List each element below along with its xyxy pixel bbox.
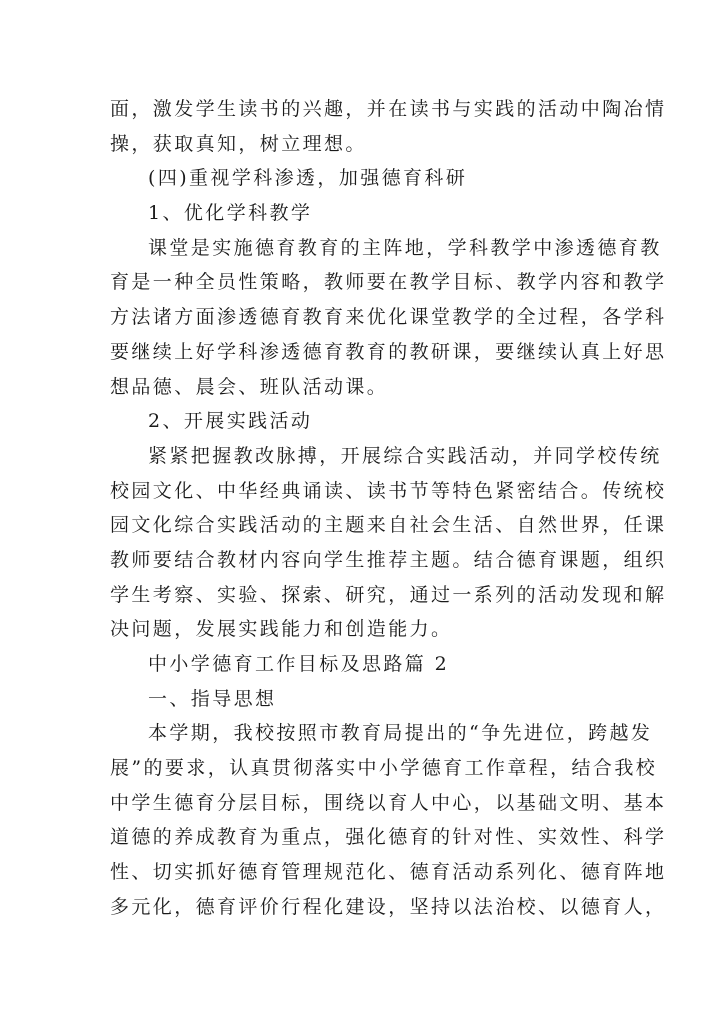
text-line: 紧紧把握教改脉搏，开展综合实践活动，并同学校传统 xyxy=(148,444,662,467)
text-line: 本学期，我校按照市教育局提出的“争先进位，跨越发 xyxy=(148,722,653,745)
text-line: 道德的养成教育为重点，强化德育的针对性、实效性、科学 xyxy=(110,826,667,849)
text-line: 展”的要求，认真贯彻落实中小学德育工作章程，结合我校 xyxy=(110,757,658,780)
text-line: 性、切实抓好德育管理规范化、德育活动系列化、德育阵地 xyxy=(110,861,667,884)
text-line: 园文化综合实践活动的主题来自社会生活、自然世界，任课 xyxy=(110,514,667,537)
text-line: 操，获取真知，树立理想。 xyxy=(110,132,367,155)
section-heading: 一、指导思想 xyxy=(148,687,277,710)
document-page xyxy=(110,92,667,925)
text-line: 育是一种全员性策略，教师要在教学目标、教学内容和教学 xyxy=(110,271,667,294)
section-heading: (四)重视学科渗透，加强德育科研 xyxy=(148,167,468,190)
subsection-heading: 1、优化学科教学 xyxy=(148,202,313,225)
article-title: 中小学德育工作目标及思路篇 2 xyxy=(148,653,450,675)
text-line: 要继续上好学科渗透德育教育的教研课，要继续认真上好思 xyxy=(110,340,667,363)
subsection-heading: 2、开展实践活动 xyxy=(148,410,313,433)
text-line: 方法诸方面渗透德育教育来优化课堂教学的全过程，各学科 xyxy=(110,306,667,329)
text-line: 课堂是实施德育教育的主阵地，学科教学中渗透德育教 xyxy=(148,236,662,259)
text-line: 决问题，发展实践能力和创造能力。 xyxy=(110,618,453,641)
text-line: 多元化，德育评价行程化建设，坚持以法治校、以德育人， xyxy=(110,895,667,918)
text-line: 学生考察、实验、探索、研究，通过一系列的活动发现和解 xyxy=(110,583,667,606)
text-line: 中学生德育分层目标，围绕以育人中心，以基础文明、基本 xyxy=(110,791,667,814)
text-line: 想品德、晨会、班队活动课。 xyxy=(110,375,389,398)
text-line: 面，激发学生读书的兴趣，并在读书与实践的活动中陶冶情 xyxy=(110,98,667,120)
text-line: 校园文化、中华经典诵读、读书节等特色紧密结合。传统校 xyxy=(110,479,667,502)
text-line: 教师要结合教材内容向学生推荐主题。结合德育课题，组织 xyxy=(110,548,667,571)
